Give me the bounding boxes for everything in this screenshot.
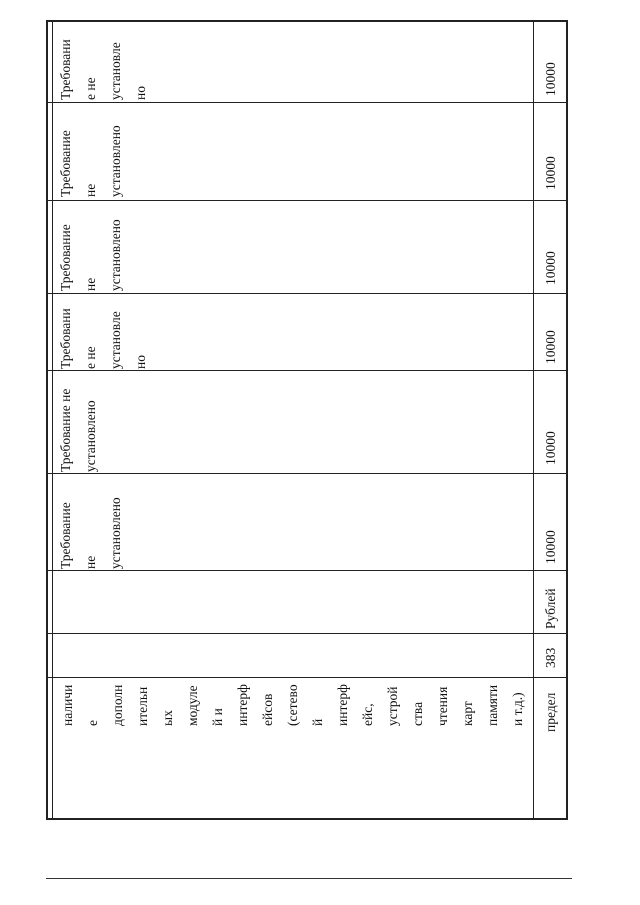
value-cell-6 <box>534 22 566 102</box>
value-2: 10000 <box>543 431 558 465</box>
value-6: 10000 <box>543 62 558 96</box>
row-label-line-9: ейсов <box>260 693 275 726</box>
requirement-text-6 <box>53 39 153 100</box>
row-label-line-5: ых <box>160 710 175 726</box>
requirement-cell-3 <box>53 294 533 370</box>
grid-line-h6 <box>46 570 568 571</box>
unit-cell <box>534 571 566 633</box>
req2-line1: Требование не <box>58 388 73 472</box>
req1-line1: Требование <box>58 502 73 569</box>
value-cell-4 <box>534 201 566 293</box>
row-label-line-6: модуле <box>185 685 200 726</box>
row-label-line-10: (сетево <box>285 684 300 726</box>
table-border-left <box>46 20 48 820</box>
row-label-line-4: ительн <box>135 686 150 726</box>
requirement-cell-2 <box>53 371 533 473</box>
requirement-text-4 <box>53 219 128 291</box>
value-cell-1 <box>534 474 566 570</box>
value-cell-2 <box>534 371 566 473</box>
row-label-line-15: ства <box>410 701 425 726</box>
row-label-line-2: е <box>85 720 100 726</box>
row-label-line-19: и т.д.) <box>510 692 525 726</box>
req3-line3: установле <box>108 311 123 369</box>
value-5: 10000 <box>543 156 558 190</box>
requirement-text-1 <box>53 497 128 569</box>
code-value: 383 <box>543 647 558 668</box>
row-label-line-3: дополн <box>110 684 125 726</box>
requirement-text-5 <box>53 125 128 197</box>
row-value-label: предел <box>543 692 558 732</box>
req5-line2: не <box>83 183 98 197</box>
row-label-line-8: интерф <box>235 684 250 726</box>
req4-line3: установлено <box>108 219 123 291</box>
req3-line2: е не <box>83 346 98 369</box>
req4-line2: не <box>83 277 98 291</box>
value-1: 10000 <box>543 530 558 564</box>
row-label-line-12: интерф <box>335 684 350 726</box>
row-label-line-13: ейс, <box>360 703 375 726</box>
row-label-line-1: наличи <box>60 684 75 726</box>
row-label-stack <box>53 678 533 818</box>
value-cell-3 <box>534 294 566 370</box>
req5-line3: установлено <box>108 125 123 197</box>
value-cell-5 <box>534 103 566 200</box>
req1-line2: не <box>83 555 98 569</box>
req2-line2: установлено <box>83 400 98 472</box>
requirement-cell-1 <box>53 474 533 570</box>
row-label-line-18: памяти <box>485 684 500 726</box>
unit-label: Рублей <box>543 588 558 629</box>
row-label-line-7: й и <box>210 708 225 726</box>
code-cell <box>534 634 566 677</box>
req3-line1: Требовани <box>58 308 73 369</box>
value-4: 10000 <box>543 251 558 285</box>
value-3: 10000 <box>543 330 558 364</box>
page-footer-rule <box>46 878 572 879</box>
req6-line2: е не <box>83 77 98 100</box>
row-label-line-14: устрой <box>385 686 400 726</box>
req4-line1: Требование <box>58 224 73 291</box>
requirement-text-3 <box>53 308 153 369</box>
requirement-cell-6 <box>53 22 533 102</box>
row-value-label-cell <box>534 678 566 818</box>
row-label-line-17: карт <box>460 701 475 726</box>
requirement-text-2 <box>53 389 103 472</box>
row-label-cell <box>53 678 533 818</box>
req6-line3: установле <box>108 42 123 100</box>
grid-line-h7 <box>46 633 568 634</box>
req1-line3: установлено <box>108 497 123 569</box>
table-border-bottom <box>46 818 568 820</box>
req3-line4: но <box>133 355 148 369</box>
requirement-cell-5 <box>53 103 533 200</box>
table-border-right <box>566 20 568 820</box>
req5-line1: Требование <box>58 130 73 197</box>
req6-line4: но <box>133 86 148 100</box>
req6-line1: Требовани <box>58 39 73 100</box>
requirement-cell-4 <box>53 201 533 293</box>
row-label-line-11: й <box>310 718 325 726</box>
row-label-line-16: чтения <box>435 686 450 726</box>
